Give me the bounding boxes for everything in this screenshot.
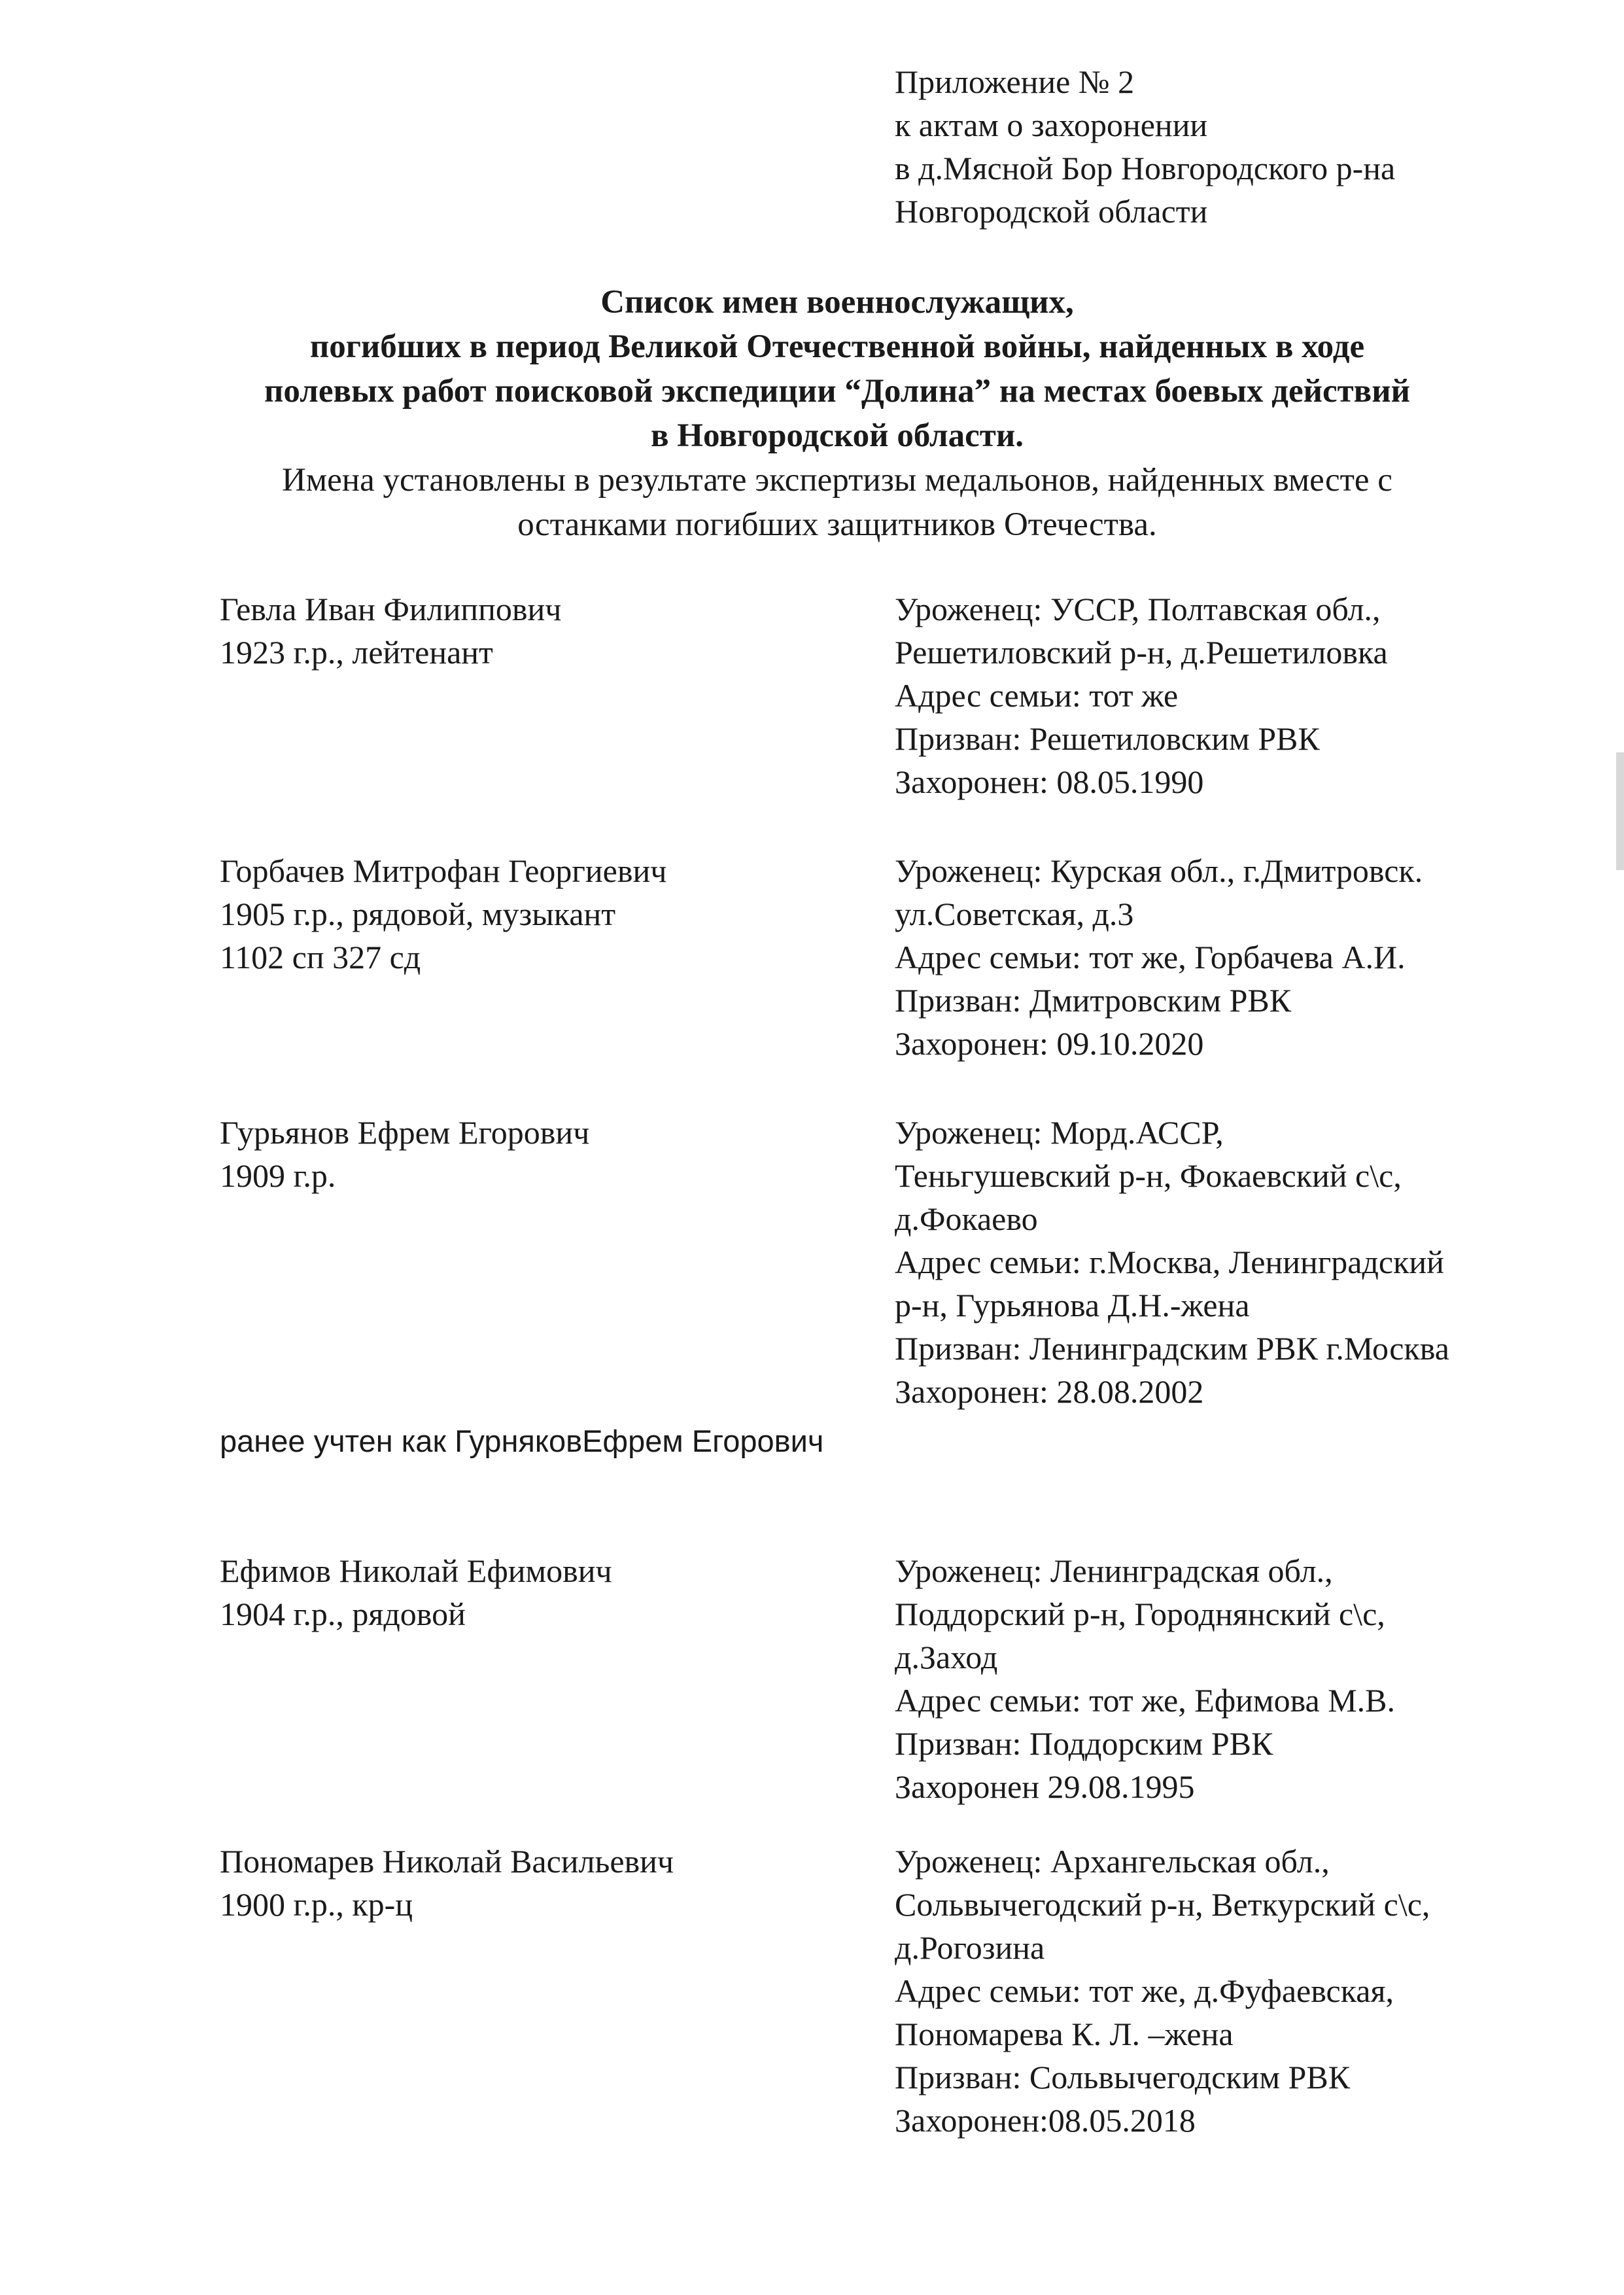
heading-title-line: полевых работ поисковой экспедиции “Долина” на местах боевых действий (264, 373, 1410, 410)
soldier-details: 1909 г.р. (220, 1157, 336, 1194)
appendix-line: к актам о захоронении (895, 107, 1208, 143)
appendix-line: Новгородской области (895, 193, 1208, 230)
record-line: Адрес семьи: тот же, д.Фуфаевская, (895, 1972, 1394, 2009)
record-line: Уроженец: УССР, Полтавская обл., (895, 591, 1381, 627)
record-line: д.Фокаево (895, 1200, 1038, 1237)
soldier-name: Ефимов Николай Ефимович (220, 1552, 612, 1589)
heading-title-line: в Новгородской области. (651, 417, 1024, 454)
record-line: Адрес семьи: тот же (895, 677, 1179, 714)
record-line: Адрес семьи: тот же, Ефимова М.В. (895, 1682, 1396, 1719)
record-line: д.Рогозина (895, 1929, 1045, 1966)
record-line: Уроженец: Морд.АССР, (895, 1114, 1224, 1151)
record-line: Призван: Сольвычегодским РВК (895, 2059, 1351, 2095)
document-heading (157, 280, 1517, 547)
record-line: Пономарева К. Л. –жена (895, 2016, 1234, 2052)
record-line: Захоронен: 08.05.1990 (895, 763, 1204, 800)
record-line: Уроженец: Архангельская обл., (895, 1843, 1330, 1880)
heading-subtitle-line: останками погибших защитников Отечества. (517, 506, 1157, 543)
record-line: Решетиловский р-н, д.Решетиловка (895, 634, 1388, 671)
scan-edge-mark (1616, 752, 1624, 870)
entry-note: ранее учтен как ГурняковЕфрем Егорович (220, 1424, 824, 1458)
record-line: Призван: Поддорским РВК (895, 1725, 1273, 1762)
soldier-unit: 1102 сп 327 сд (220, 939, 421, 975)
heading-title-line: Список имен военнослужащих, (600, 284, 1074, 321)
record-line: Теньгушевский р-н, Фокаевский с\с, (895, 1157, 1402, 1194)
record-line: Призван: Дмитровским РВК (895, 982, 1292, 1019)
soldier-name: Горбачев Митрофан Георгиевич (220, 852, 667, 889)
record-line: Призван: Ленинградским РВК г.Москва (895, 1330, 1449, 1367)
record-line: д.Заход (895, 1639, 998, 1675)
soldier-details: 1905 г.р., рядовой, музыкант (220, 896, 616, 932)
soldier-record (895, 587, 1562, 803)
soldier-name: Гевла Иван Филиппович (220, 591, 562, 627)
heading-title-line: погибших в период Великой Отечественной войны, найденных в ходе (309, 328, 1365, 365)
heading-subtitle-line: Имена установлены в результате экспертизы медальонов, найденных вместе с (282, 462, 1392, 499)
record-line: Захоронен: 28.08.2002 (895, 1373, 1204, 1410)
soldier-name: Гурьянов Ефрем Егорович (220, 1114, 590, 1151)
soldier-record (895, 1549, 1562, 1808)
record-line: Поддорский р-н, Городнянский с\с, (895, 1596, 1385, 1632)
soldier-details: 1904 г.р., рядовой (220, 1596, 466, 1632)
record-line: Адрес семьи: г.Москва, Ленинградский (895, 1244, 1444, 1280)
record-line: Адрес семьи: тот же, Горбачева А.И. (895, 939, 1406, 975)
soldier-details: 1923 г.р., лейтенант (220, 634, 493, 671)
record-line: р-н, Гурьянова Д.Н.-жена (895, 1287, 1250, 1323)
record-line: Сольвычегодский р-н, Веткурский с\с, (895, 1886, 1430, 1923)
soldier-name: Пономарев Николай Васильевич (220, 1843, 674, 1880)
soldier-identity (220, 1111, 874, 1197)
soldier-details: 1900 г.р., кр-ц (220, 1886, 413, 1923)
soldier-identity (220, 849, 874, 979)
record-line: Уроженец: Курская обл., г.Дмитровск. (895, 852, 1423, 889)
soldier-record (895, 1840, 1562, 2142)
soldier-identity (220, 1840, 874, 1926)
soldier-record (895, 1111, 1562, 1413)
record-line: Захоронен 29.08.1995 (895, 1768, 1195, 1805)
record-line: Призван: Решетиловским РВК (895, 720, 1320, 757)
appendix-header (895, 60, 1395, 233)
soldier-record (895, 849, 1562, 1065)
record-line: Уроженец: Ленинградская обл., (895, 1552, 1333, 1589)
record-line: Захоронен:08.05.2018 (895, 2102, 1196, 2139)
soldier-identity (220, 587, 874, 674)
record-line: Захоронен: 09.10.2020 (895, 1025, 1204, 1062)
record-line: ул.Советская, д.3 (895, 896, 1134, 932)
appendix-line: Приложение № 2 (895, 63, 1135, 100)
appendix-line: в д.Мясной Бор Новгородского р-на (895, 150, 1396, 186)
soldier-identity (220, 1549, 874, 1636)
